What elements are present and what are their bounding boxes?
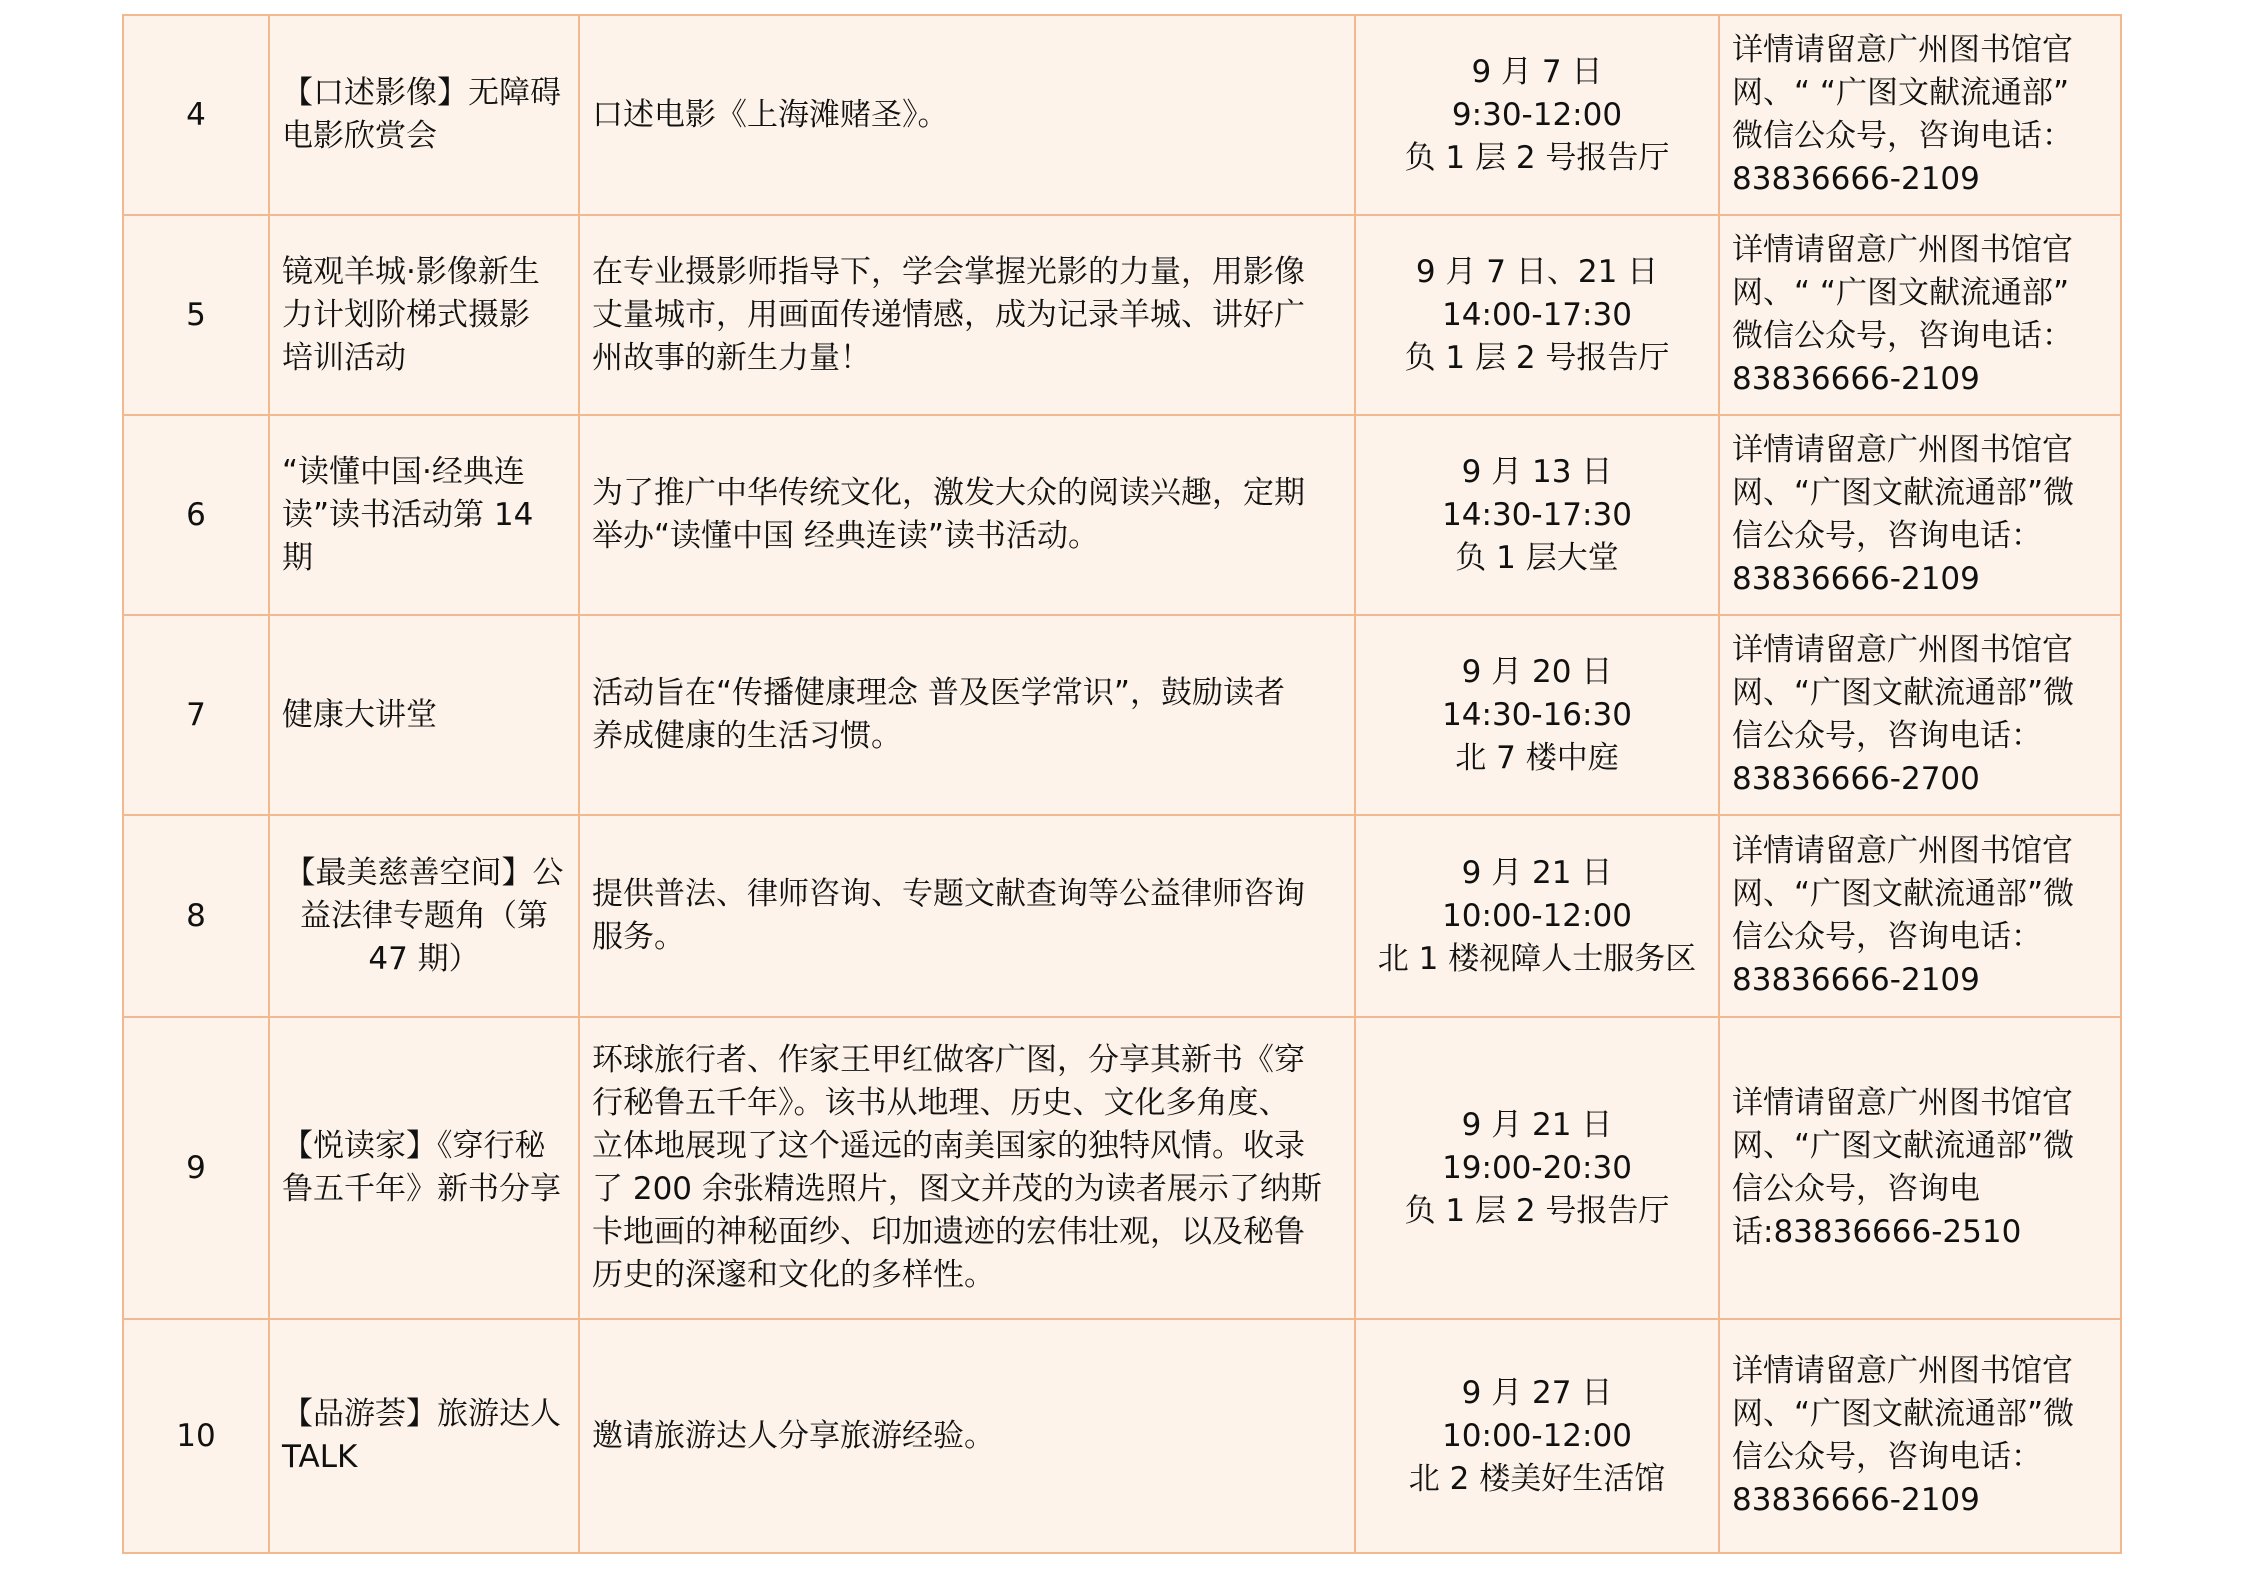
event-time-place xyxy=(1355,615,1719,815)
event-contact-line: 网、“广图文献流通部”微 xyxy=(1732,876,2075,912)
event-name-line: 鲁五千年》新书分享 xyxy=(282,1171,561,1207)
event-description-line: 邀请旅游达人分享旅游经验。 xyxy=(592,1417,995,1454)
event-contact-info xyxy=(1719,815,2121,1017)
event-contact-line: 详情请留意广州图书馆官 xyxy=(1732,1085,2073,1121)
event-description-line: 卡地画的神秘面纱、印加遗迹的宏伟壮观，以及秘鲁 xyxy=(592,1214,1305,1250)
event-place: 负 1 层 2 号报告厅 xyxy=(1404,1192,1670,1229)
event-contact-line: 网、“ “广图文献流通部” xyxy=(1732,75,2070,111)
event-time: 14:30-17:30 xyxy=(1442,496,1632,533)
event-contact-line: 详情请留意广州图书馆官 xyxy=(1732,1353,2073,1389)
event-name xyxy=(269,1319,579,1553)
table-row xyxy=(123,1319,2121,1553)
table-row xyxy=(123,1017,2121,1319)
table-row xyxy=(123,15,2121,215)
events-table xyxy=(122,14,2122,1554)
event-description xyxy=(579,815,1355,1017)
event-contact-line: 网、“广图文献流通部”微 xyxy=(1732,1396,2075,1432)
event-name-line: 益法律专题角（第 xyxy=(300,897,548,934)
event-name-line: “读懂中国·经典连 xyxy=(282,453,525,490)
event-contact-line: 信公众号，咨询电话： xyxy=(1732,1439,2042,1475)
event-contact-line: 83836666-2109 xyxy=(1732,962,1980,998)
event-contact-info xyxy=(1719,1319,2121,1553)
event-place: 负 1 层 2 号报告厅 xyxy=(1404,339,1670,376)
event-time: 9:30-12:00 xyxy=(1451,96,1623,133)
event-name-line: 读”读书活动第 14 xyxy=(282,496,534,533)
event-description-line: 州故事的新生力量！ xyxy=(592,339,871,376)
row-number: 9 xyxy=(123,1017,269,1319)
event-contact-line: 详情请留意广州图书馆官 xyxy=(1732,432,2073,468)
event-contact-line: 网、“ “广图文献流通部” xyxy=(1732,275,2070,311)
event-date: 9 月 21 日 xyxy=(1461,1106,1613,1143)
event-contact-line: 详情请留意广州图书馆官 xyxy=(1732,833,2073,869)
event-name xyxy=(269,615,579,815)
event-place: 负 1 层大堂 xyxy=(1455,539,1619,576)
event-name-line: TALK xyxy=(282,1439,358,1475)
event-description-line: 养成健康的生活习惯。 xyxy=(592,718,902,754)
table-row xyxy=(123,215,2121,415)
event-description-line: 活动旨在“传播健康理念 普及医学常识”，鼓励读者 xyxy=(592,675,1285,711)
event-description-line: 在专业摄影师指导下，学会掌握光影的力量，用影像 xyxy=(592,253,1305,290)
event-description xyxy=(579,615,1355,815)
event-name xyxy=(269,1017,579,1319)
event-name-line: 培训活动 xyxy=(282,339,406,376)
event-contact-info xyxy=(1719,15,2121,215)
event-contact-info xyxy=(1719,1017,2121,1319)
event-name-line: 镜观羊城·影像新生 xyxy=(282,253,540,290)
row-number: 7 xyxy=(123,615,269,815)
event-date: 9 月 21 日 xyxy=(1461,854,1613,891)
event-contact-line: 网、“广图文献流通部”微 xyxy=(1732,475,2075,511)
event-name-line: 【品游荟】旅游达人 xyxy=(282,1396,561,1432)
event-place: 北 7 楼中庭 xyxy=(1455,739,1619,776)
event-contact-line: 信公众号，咨询电话： xyxy=(1732,718,2042,754)
event-description-line: 口述电影《上海滩赌圣》。 xyxy=(592,96,949,133)
table-row xyxy=(123,815,2121,1017)
event-contact-line: 话:83836666-2510 xyxy=(1732,1214,2022,1250)
event-description xyxy=(579,215,1355,415)
table-row xyxy=(123,615,2121,815)
event-place: 北 2 楼美好生活馆 xyxy=(1408,1460,1666,1497)
event-contact-line: 详情请留意广州图书馆官 xyxy=(1732,32,2073,68)
row-number: 5 xyxy=(123,215,269,415)
event-contact-line: 信公众号，咨询电话： xyxy=(1732,919,2042,955)
event-contact-line: 微信公众号，咨询电话： xyxy=(1732,318,2073,354)
event-contact-line: 微信公众号，咨询电话： xyxy=(1732,118,2073,154)
event-description-line: 举办“读懂中国 经典连读”读书活动。 xyxy=(592,518,1099,554)
event-name-line: 健康大讲堂 xyxy=(282,696,437,733)
event-name xyxy=(269,15,579,215)
event-time-place xyxy=(1355,1319,1719,1553)
event-date: 9 月 27 日 xyxy=(1461,1374,1613,1411)
event-time-place xyxy=(1355,415,1719,615)
event-description-line: 历史的深邃和文化的多样性。 xyxy=(592,1257,995,1293)
event-contact-line: 信公众号，咨询电 xyxy=(1732,1171,1980,1207)
event-name xyxy=(269,215,579,415)
event-description-line: 环球旅行者、作家王甲红做客广图，分享其新书《穿 xyxy=(592,1042,1305,1078)
events-table-body xyxy=(123,15,2121,1553)
event-time: 19:00-20:30 xyxy=(1442,1149,1632,1186)
event-date: 9 月 7 日 xyxy=(1471,53,1603,90)
event-contact-line: 网、“广图文献流通部”微 xyxy=(1732,1128,2075,1164)
event-contact-line: 信公众号，咨询电话： xyxy=(1732,518,2042,554)
event-contact-line: 83836666-2109 xyxy=(1732,161,1980,197)
event-description-line: 了 200 余张精选照片，图文并茂的为读者展示了纳斯 xyxy=(592,1171,1322,1207)
event-name xyxy=(269,415,579,615)
event-contact-line: 83836666-2109 xyxy=(1732,361,1980,397)
event-description-line: 行秘鲁五千年》。该书从地理、历史、文化多角度、 xyxy=(592,1085,1290,1121)
row-number: 6 xyxy=(123,415,269,615)
event-description xyxy=(579,415,1355,615)
event-time: 10:00-12:00 xyxy=(1442,897,1632,934)
event-place: 负 1 层 2 号报告厅 xyxy=(1404,139,1670,176)
event-time-place xyxy=(1355,215,1719,415)
event-name-line: 【口述影像】无障碍 xyxy=(282,75,561,111)
event-time-place xyxy=(1355,1017,1719,1319)
event-description xyxy=(579,1319,1355,1553)
event-description-line: 为了推广中华传统文化，激发大众的阅读兴趣，定期 xyxy=(592,475,1305,511)
event-time: 10:00-12:00 xyxy=(1442,1417,1632,1454)
event-date: 9 月 20 日 xyxy=(1461,653,1613,690)
event-name-line: 电影欣赏会 xyxy=(282,118,437,154)
row-number: 10 xyxy=(123,1319,269,1553)
event-contact-line: 83836666-2109 xyxy=(1732,561,1980,597)
event-name xyxy=(269,815,579,1017)
event-contact-line: 83836666-2109 xyxy=(1732,1482,1980,1518)
event-description-line: 立体地展现了这个遥远的南美国家的独特风情。收录 xyxy=(592,1128,1305,1164)
event-date: 9 月 13 日 xyxy=(1461,453,1613,490)
event-name-line: 【悦读家】《穿行秘 xyxy=(282,1128,546,1164)
event-contact-line: 详情请留意广州图书馆官 xyxy=(1732,632,2073,668)
row-number: 8 xyxy=(123,815,269,1017)
event-time-place xyxy=(1355,15,1719,215)
event-time: 14:30-16:30 xyxy=(1442,696,1632,733)
row-number: 4 xyxy=(123,15,269,215)
event-place: 北 1 楼视障人士服务区 xyxy=(1377,940,1697,977)
table-row xyxy=(123,415,2121,615)
event-contact-info xyxy=(1719,215,2121,415)
event-name-line: 【最美慈善空间】公 xyxy=(284,854,564,891)
event-name-line: 期 xyxy=(282,539,313,576)
event-contact-line: 83836666-2700 xyxy=(1732,761,1980,797)
event-description-line: 丈量城市，用画面传递情感，成为记录羊城、讲好广 xyxy=(592,296,1305,333)
event-name-line: 力计划阶梯式摄影 xyxy=(282,296,530,333)
event-date: 9 月 7 日、21 日 xyxy=(1415,253,1659,290)
event-name-line: 47 期） xyxy=(368,940,480,977)
event-contact-line: 网、“广图文献流通部”微 xyxy=(1732,675,2075,711)
event-contact-info xyxy=(1719,415,2121,615)
event-time: 14:00-17:30 xyxy=(1442,296,1632,333)
event-description-line: 服务。 xyxy=(592,919,685,955)
event-description xyxy=(579,15,1355,215)
event-contact-line: 详情请留意广州图书馆官 xyxy=(1732,232,2073,268)
event-description-line: 提供普法、律师咨询、专题文献查询等公益律师咨询 xyxy=(592,876,1305,912)
event-contact-info xyxy=(1719,615,2121,815)
event-time-place xyxy=(1355,815,1719,1017)
event-description xyxy=(579,1017,1355,1319)
